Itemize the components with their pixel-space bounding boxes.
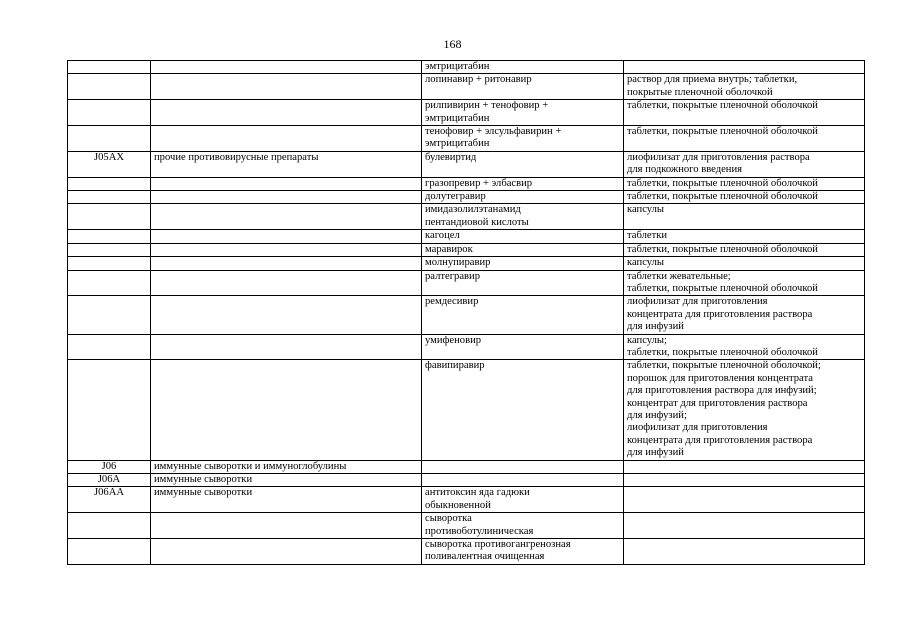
- drug-cell: [422, 126, 624, 152]
- form-line: таблетки, покрытые пленочной оболочкой: [627, 126, 818, 138]
- form-cell: [624, 151, 865, 177]
- drug-line: долутегравир: [425, 191, 486, 203]
- drug-line: гразопревир + элбасвир: [425, 177, 533, 189]
- form-line: для инфузий: [627, 321, 684, 333]
- group-cell: [151, 177, 422, 190]
- group-cell: [151, 100, 422, 126]
- group-cell: [151, 257, 422, 270]
- group-cell: [151, 270, 422, 296]
- code-cell: [68, 539, 151, 565]
- drug-line: маравирок: [425, 243, 473, 255]
- table-row: [68, 539, 865, 565]
- form-cell: [624, 513, 865, 539]
- drug-line: умифеновир: [425, 334, 482, 346]
- drug-line: поливалентная очищенная: [425, 551, 545, 563]
- code-cell: [68, 191, 151, 204]
- form-line: для приготовления раствора для инфузий;: [627, 385, 817, 397]
- table-row: [68, 474, 865, 487]
- drug-line: сыворотка противогангренозная: [425, 539, 571, 551]
- group-cell: [151, 513, 422, 539]
- form-cell: [624, 360, 865, 460]
- group-cell: [151, 539, 422, 565]
- form-line: таблетки, покрытые пленочной оболочкой: [627, 100, 818, 112]
- code-cell: [68, 151, 151, 177]
- code-text: J06A: [97, 474, 121, 485]
- form-cell: [624, 296, 865, 334]
- code-cell: [68, 513, 151, 539]
- code-cell: [68, 257, 151, 270]
- group-text: иммунные сыворотки: [154, 474, 253, 485]
- form-cell: [624, 230, 865, 243]
- table-row: [68, 360, 865, 460]
- table-row: [68, 151, 865, 177]
- drug-cell: [422, 487, 624, 513]
- group-cell: [151, 191, 422, 204]
- group-text: прочие противовирусные препараты: [154, 151, 319, 163]
- drug-line: противоботулиническая: [425, 525, 534, 537]
- code-cell: [68, 296, 151, 334]
- form-line: таблетки, покрытые пленочной оболочкой: [627, 282, 818, 294]
- form-cell: [624, 334, 865, 360]
- group-text: иммунные сыворотки и иммуноглобулины: [154, 460, 347, 472]
- code-cell: [68, 360, 151, 460]
- drug-cell: [422, 100, 624, 126]
- group-text: иммунные сыворотки: [154, 487, 253, 499]
- code-cell: [68, 204, 151, 230]
- drug-cell: [422, 513, 624, 539]
- form-line: капсулы;: [627, 334, 667, 346]
- drug-line: тенофовир + элсульфавирин +: [425, 126, 562, 138]
- table-row: [68, 487, 865, 513]
- form-line: концентрат для приготовления раствора: [627, 397, 808, 409]
- form-cell: [624, 270, 865, 296]
- table-row: [68, 100, 865, 126]
- drug-cell: [422, 460, 624, 473]
- drug-line: рилпивирин + тенофовир +: [425, 100, 549, 112]
- group-cell: [151, 474, 422, 487]
- form-line: лиофилизат для приготовления: [627, 296, 768, 308]
- drug-cell: [422, 296, 624, 334]
- drug-cell: [422, 539, 624, 565]
- form-line: концентрата для приготовления раствора: [627, 308, 813, 320]
- table-row: [68, 296, 865, 334]
- form-line: покрытые пленочной оболочкой: [627, 86, 773, 98]
- form-line: таблетки, покрытые пленочной оболочкой: [627, 243, 818, 255]
- drug-line: фавипиравир: [425, 360, 485, 372]
- drug-line: эмтрицитабин: [425, 112, 490, 124]
- drug-line: пентандиовой кислоты: [425, 216, 529, 228]
- form-line: лиофилизат для приготовления: [627, 422, 768, 434]
- drug-line: ралтегравир: [425, 270, 481, 282]
- drug-line: эмтрицитабин: [425, 61, 490, 72]
- table-row: [68, 257, 865, 270]
- table-row: [68, 230, 865, 243]
- table-row: [68, 191, 865, 204]
- code-cell: [68, 334, 151, 360]
- form-line: капсулы: [627, 257, 665, 269]
- form-line: таблетки жевательные;: [627, 270, 731, 282]
- group-cell: [151, 487, 422, 513]
- group-cell: [151, 204, 422, 230]
- table-row: [68, 177, 865, 190]
- group-cell: [151, 360, 422, 460]
- drug-line: лопинавир + ритонавир: [425, 74, 532, 86]
- form-line: порошок для приготовления концентрата: [627, 372, 813, 384]
- form-line: концентрата для приготовления раствора: [627, 434, 813, 446]
- form-cell: [624, 191, 865, 204]
- form-line: для подкожного введения: [627, 164, 743, 176]
- code-cell: [68, 243, 151, 256]
- table-row: [68, 204, 865, 230]
- form-cell: [624, 126, 865, 152]
- code-cell: [68, 487, 151, 513]
- form-cell: [624, 539, 865, 565]
- drug-cell: [422, 191, 624, 204]
- drug-line: сыворотка: [425, 513, 472, 525]
- code-cell: [68, 100, 151, 126]
- code-cell: [68, 126, 151, 152]
- form-line: таблетки, покрытые пленочной оболочкой;: [627, 360, 821, 372]
- drug-line: ремдесивир: [425, 296, 479, 308]
- drug-cell: [422, 230, 624, 243]
- code-cell: [68, 460, 151, 473]
- form-line: для инфузий: [627, 447, 684, 459]
- drug-cell: [422, 270, 624, 296]
- code-cell: [68, 61, 151, 74]
- drug-cell: [422, 334, 624, 360]
- drug-cell: [422, 177, 624, 190]
- table-row: [68, 270, 865, 296]
- form-line: таблетки, покрытые пленочной оболочкой: [627, 177, 818, 189]
- drug-line: эмтрицитабин: [425, 138, 490, 150]
- form-line: капсулы: [627, 204, 665, 216]
- drug-cell: [422, 474, 624, 487]
- group-cell: [151, 126, 422, 152]
- code-cell: [68, 177, 151, 190]
- code-text: J06: [101, 460, 117, 472]
- form-cell: [624, 257, 865, 270]
- drug-line: имидазолилэтанамид: [425, 204, 521, 216]
- form-cell: [624, 100, 865, 126]
- code-text: J05AX: [93, 151, 125, 163]
- code-text: J06AA: [93, 487, 125, 499]
- form-cell: [624, 474, 865, 487]
- table-row: [68, 334, 865, 360]
- drug-cell: [422, 151, 624, 177]
- drug-cell: [422, 74, 624, 100]
- code-cell: [68, 230, 151, 243]
- table-row: [68, 61, 865, 74]
- drug-cell: [422, 257, 624, 270]
- group-cell: [151, 296, 422, 334]
- group-cell: [151, 460, 422, 473]
- form-line: таблетки, покрытые пленочной оболочкой: [627, 346, 818, 358]
- drug-line: антитоксин яда гадюки: [425, 487, 530, 499]
- drug-line: булевиртид: [425, 151, 477, 163]
- drug-cell: [422, 204, 624, 230]
- form-cell: [624, 243, 865, 256]
- code-cell: [68, 474, 151, 487]
- code-cell: [68, 270, 151, 296]
- form-cell: [624, 177, 865, 190]
- group-cell: [151, 61, 422, 74]
- form-cell: [624, 61, 865, 74]
- drug-line: обыкновенной: [425, 499, 491, 511]
- form-cell: [624, 204, 865, 230]
- form-cell: [624, 487, 865, 513]
- drug-line: кагоцел: [425, 230, 460, 242]
- form-line: лиофилизат для приготовления раствора: [627, 151, 810, 163]
- table-row: [68, 74, 865, 100]
- table-row: [68, 460, 865, 473]
- form-cell: [624, 74, 865, 100]
- form-line: таблетки: [627, 230, 668, 242]
- group-cell: [151, 230, 422, 243]
- form-line: для инфузий;: [627, 409, 687, 421]
- drug-table: [67, 60, 865, 565]
- group-cell: [151, 74, 422, 100]
- group-cell: [151, 334, 422, 360]
- form-line: таблетки, покрытые пленочной оболочкой: [627, 191, 818, 203]
- drug-cell: [422, 61, 624, 74]
- code-cell: [68, 74, 151, 100]
- group-cell: [151, 151, 422, 177]
- table-row: [68, 243, 865, 256]
- form-cell: [624, 460, 865, 473]
- drug-cell: [422, 360, 624, 460]
- group-cell: [151, 243, 422, 256]
- drug-line: молнупиравир: [425, 257, 491, 269]
- table-row: [68, 126, 865, 152]
- drug-cell: [422, 243, 624, 256]
- form-line: раствор для приема внутрь; таблетки,: [627, 74, 798, 86]
- table-row: [68, 513, 865, 539]
- page-number: 168: [443, 37, 462, 51]
